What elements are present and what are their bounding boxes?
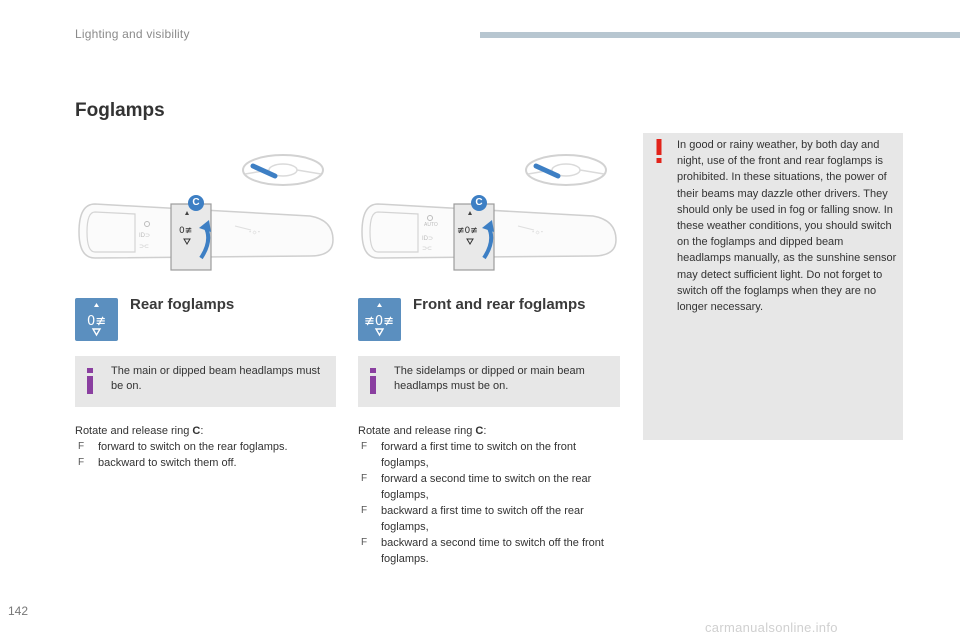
- list-item: F forward to switch on the rear foglamps.: [78, 441, 288, 453]
- info-text-rear: The main or dipped beam headlamps must be on.: [111, 365, 321, 392]
- front-rear-instructions: [358, 423, 623, 567]
- callout-c-front-rear: C: [475, 197, 483, 208]
- front-rear-intro: Rotate and release ring C:: [358, 425, 487, 437]
- svg-text:⊃⊂: ⊃⊂: [139, 244, 150, 250]
- rear-foglamps-heading: Rear foglamps: [130, 296, 235, 313]
- rear-foglamp-icon: [75, 298, 118, 341]
- callout-c-rear: C: [192, 197, 200, 208]
- info-box-front-rear: [358, 356, 620, 407]
- page-title: Foglamps: [75, 100, 165, 121]
- list-item: F forward a first time to switch on the front foglamps,: [361, 441, 577, 469]
- svg-text:0≢: 0≢: [179, 226, 193, 236]
- info-icon: [369, 368, 377, 394]
- stalk-illustration-front-rear: [358, 140, 620, 275]
- front-rear-foglamp-icon: [358, 298, 401, 341]
- stalk-drawing-rear: [75, 140, 337, 275]
- stalk-drawing-front-rear: [358, 140, 620, 275]
- list-item: F backward a second time to switch off the front foglamps.: [361, 537, 604, 565]
- svg-text:-☼-: -☼-: [249, 229, 261, 236]
- svg-text:≢0≢: ≢0≢: [457, 226, 478, 236]
- front-rear-foglamps-heading: Front and rear foglamps: [413, 296, 586, 313]
- info-box-rear: [75, 356, 336, 407]
- page-number: 142: [8, 604, 29, 618]
- svg-text:ID⊃: ID⊃: [422, 236, 434, 242]
- stalk-auto-label: AUTO: [424, 222, 438, 228]
- svg-text:⊃⊂: ⊃⊂: [422, 246, 433, 252]
- watermark: carmanualsonline.info: [705, 620, 838, 635]
- warning-text: In good or rainy weather, by both day and night, use of the front and rear foglamps is prohibited. In these situations, the power of their beams may dazzle other drivers. They should only be used in fog or falling snow. In these weather conditions, you should switch on the foglamps and dipped beam headlamps manually, as the sunshine sensor may detect sufficient light. Do not forget to switch off the foglamps when they are no longer necessary.: [677, 139, 897, 314]
- svg-text:-☼-: -☼-: [532, 229, 544, 236]
- rear-instructions: [75, 423, 337, 471]
- svg-text:ID⊃: ID⊃: [139, 233, 151, 239]
- rear-bullet-list: [75, 439, 337, 471]
- warning-exclamation-icon: [655, 139, 663, 163]
- list-item: F backward a first time to switch off the rear foglamps,: [361, 505, 584, 533]
- list-item: F forward a second time to switch on the rear foglamps,: [361, 473, 592, 501]
- svg-text:≢0≢: ≢0≢: [364, 314, 395, 329]
- svg-text:0≢: 0≢: [87, 314, 107, 329]
- header-bar: [480, 32, 960, 38]
- section-title: Lighting and visibility: [75, 27, 190, 41]
- info-icon: [86, 368, 94, 394]
- list-item: F backward to switch them off.: [78, 457, 237, 469]
- warning-box: [643, 133, 903, 440]
- front-rear-bullet-list: [358, 439, 623, 567]
- stalk-illustration-rear: [75, 140, 337, 275]
- info-text-front-rear: The sidelamps or dipped or main beam headlamps must be on.: [394, 365, 585, 392]
- rear-intro: Rotate and release ring C:: [75, 425, 204, 437]
